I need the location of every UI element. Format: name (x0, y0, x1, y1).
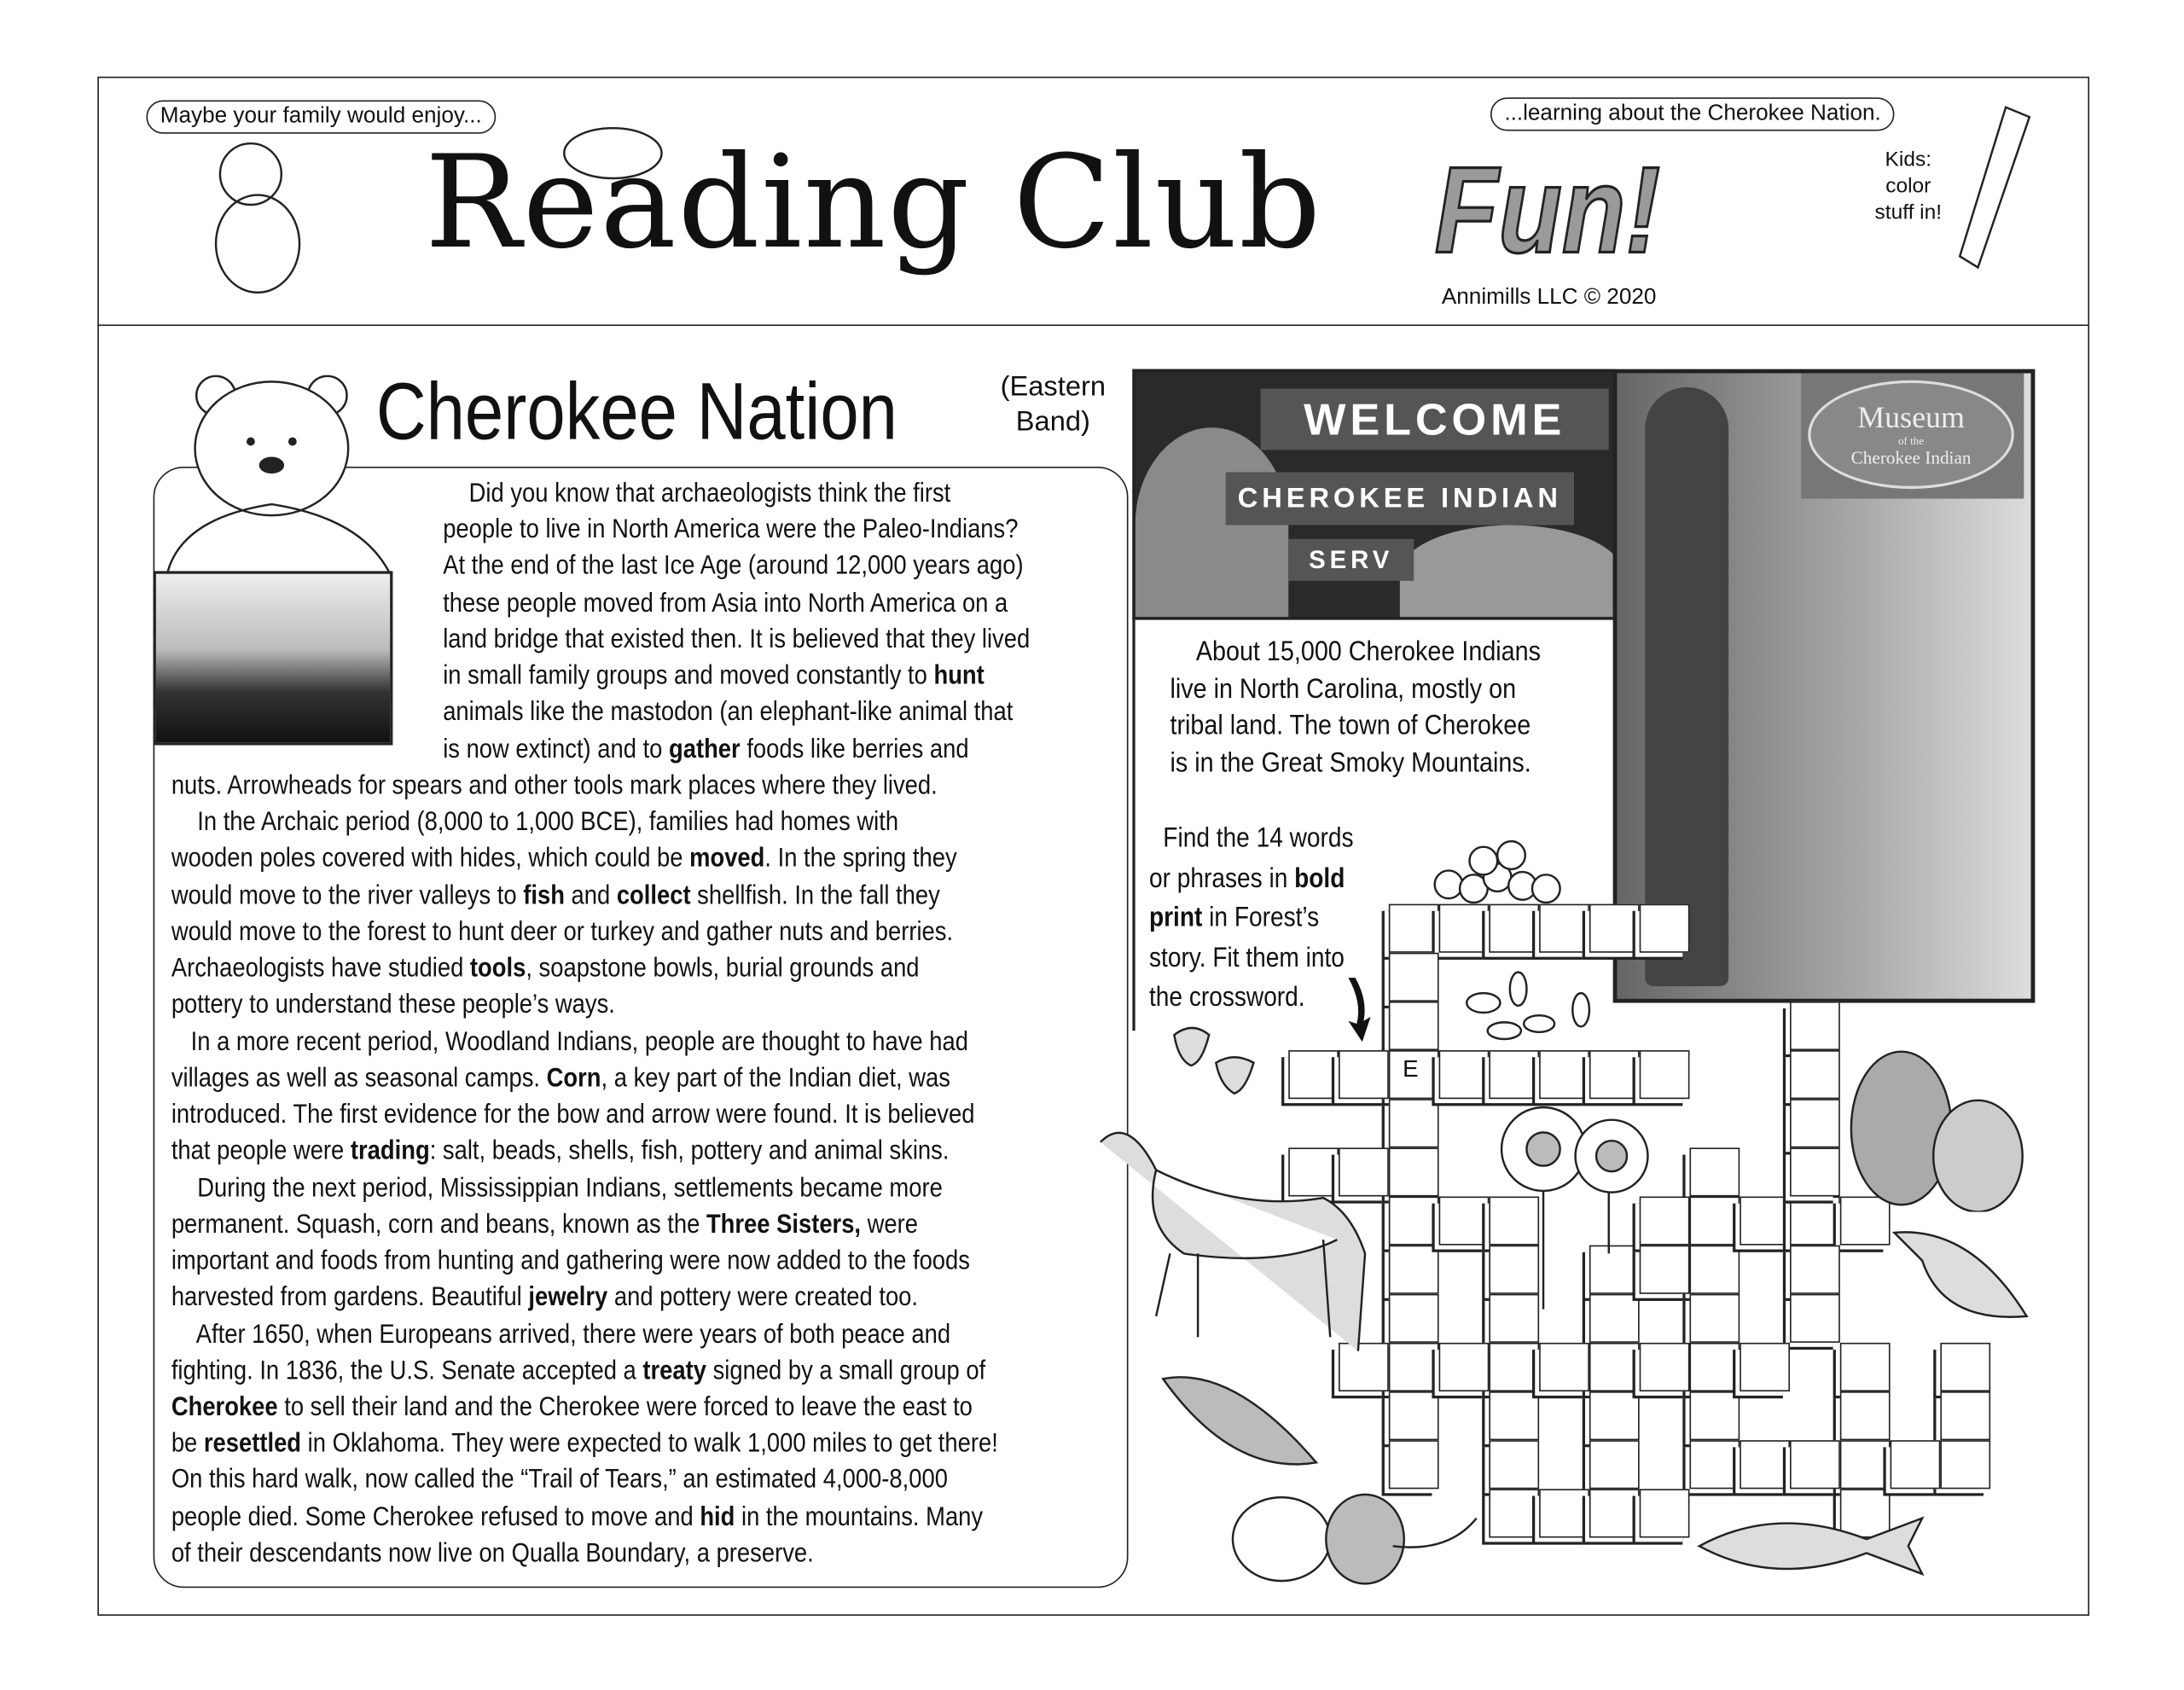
photo-divider (1132, 617, 1616, 619)
story-text-segment: Archaeologists have studied (171, 952, 470, 984)
instruction-segment: or phrases in (1148, 862, 1295, 894)
crossword-cell[interactable] (1489, 1440, 1539, 1489)
story-text-segment: introduced. The first evidence for the bow and arrow were found. It is believed (171, 1099, 975, 1130)
crossword-cell[interactable] (1640, 904, 1690, 953)
fish-icon (1693, 1504, 1930, 1588)
story-text-segment: In the Archaic period (8,000 to 1,000 BCE), families had homes with (171, 806, 899, 838)
crossword-cell[interactable] (1790, 1002, 1840, 1050)
story-line (443, 623, 1030, 656)
story-text-segment: in Oklahoma. They were expected to walk 1,000 miles to get there! (301, 1427, 998, 1459)
story-line (171, 988, 615, 1021)
crossword-cell[interactable] (1389, 1099, 1439, 1147)
instruction-line (1149, 862, 1345, 895)
story-text-segment: signed by a small group of (706, 1355, 986, 1386)
story-line (171, 1244, 970, 1277)
crossword-cell[interactable] (1489, 1391, 1539, 1440)
instruction-segment: story. Fit them into (1148, 942, 1345, 973)
story-line (443, 695, 1013, 729)
crossword-cell[interactable] (1790, 1246, 1840, 1294)
crossword-cell[interactable] (1940, 1391, 1990, 1440)
bold-keyword: Three Sisters, (706, 1208, 862, 1240)
instruction-line (1149, 901, 1319, 934)
kids-note: Kids: color stuff in! (1874, 148, 1943, 224)
story-line (443, 476, 950, 509)
story-text-segment: is now extinct) and to (443, 733, 670, 764)
story-text-segment: be (171, 1427, 204, 1459)
bold-keyword: Cherokee (171, 1391, 278, 1422)
bold-keyword: collect (616, 880, 691, 911)
crossword-cell[interactable] (1790, 1099, 1840, 1147)
story-text-segment: After 1650, when Europeans arrived, there were years of both peace and (171, 1318, 951, 1350)
bold-keyword: resettled (203, 1427, 302, 1459)
crossword-cell[interactable] (1840, 1440, 1891, 1489)
speech-bubble-left: Maybe your family would enjoy... (146, 101, 496, 134)
crossword-cell[interactable] (1790, 1440, 1840, 1489)
crossword-cell[interactable] (1389, 1343, 1439, 1391)
bold-keyword: treaty (642, 1355, 706, 1386)
crossword-cell[interactable] (1389, 1294, 1439, 1343)
story-text-segment: people to live in North America were the Paleo-Indians? (443, 514, 1019, 545)
story-text-segment: : salt, beads, shells, fish, pottery and animal skins. (429, 1135, 950, 1167)
story-line (171, 1500, 983, 1533)
crossword-cell[interactable] (1489, 1050, 1539, 1099)
crossword-cell[interactable] (1689, 1440, 1740, 1489)
story-text-segment: At the end of the last Ice Age (around 12,000 years ago) (443, 550, 1024, 582)
story-text-segment: permanent. Squash, corn and beans, known as the (171, 1208, 706, 1240)
story-text-segment: During the next period, Mississippian Indians, settlements became more (171, 1171, 943, 1203)
museum-sign-line: of the (1898, 434, 1925, 448)
story-text-segment: to sell their land and the Cherokee were forced to leave the east to (277, 1391, 973, 1422)
crossword-cell[interactable] (1439, 1343, 1490, 1391)
bold-keyword: print (1148, 902, 1203, 933)
story-text-segment: On this hard walk, now called the “Trail of Tears,” an estimated 4,000-8,000 (171, 1464, 948, 1495)
bold-keyword: gather (669, 733, 741, 764)
welcome-sign-line: CHEROKEE INDIAN (1226, 472, 1574, 525)
story-text-segment: were (861, 1208, 919, 1240)
story-line (171, 1354, 985, 1387)
story-text-segment: in the mountains. Many (735, 1501, 984, 1532)
story-line (171, 805, 898, 839)
crossword-cell[interactable] (1389, 1002, 1439, 1050)
crossword-cell[interactable] (1689, 1391, 1740, 1440)
story-text-segment: would move to the river valleys to (171, 880, 524, 911)
squash-gourds-icon (1184, 1462, 1490, 1588)
carved-statue (1645, 387, 1728, 986)
bold-keyword: tools (469, 952, 526, 984)
story-text-segment: Did you know that archaeologists think the first (443, 478, 951, 508)
caption-text: About 15,000 Cherokee Indians live in North Carolina, mostly on tribal land. The town of Cherokee is in the Great Smoky Mountains. (1170, 636, 1542, 778)
story-text-segment: In a more recent period, Woodland Indians, people are thought to have had (171, 1025, 968, 1057)
story-line (171, 1025, 968, 1058)
bold-keyword: jewelry (528, 1281, 608, 1313)
crossword-cell[interactable] (1589, 1343, 1640, 1391)
story-line (171, 1317, 950, 1350)
story-line (171, 879, 940, 912)
speech-bubble-right: ...learning about the Cherokee Nation. (1490, 97, 1895, 131)
crossword-cell[interactable] (1940, 1343, 1990, 1391)
crossword-cell[interactable] (1790, 1294, 1840, 1343)
story-line (171, 1207, 918, 1240)
crossword-cell[interactable] (1790, 1147, 1840, 1196)
photo-divider (1132, 369, 1135, 1031)
story-line (171, 769, 938, 802)
header-title: Reading Club (424, 128, 1322, 277)
story-text-segment: that people were (171, 1135, 351, 1167)
crossword-cell[interactable] (1689, 1294, 1740, 1343)
crossword-cell[interactable] (1539, 1489, 1589, 1537)
story-text-segment: fighting. In 1836, the U.S. Senate accepted a (171, 1355, 643, 1386)
crossword-cell[interactable] (1589, 904, 1640, 953)
copyright: Annimills LLC © 2020 (1441, 285, 1657, 310)
bold-keyword: trading (350, 1135, 430, 1167)
crossword-cell[interactable] (1840, 1343, 1891, 1391)
story-text-segment: foods like berries and (740, 733, 969, 764)
beans-icon (1462, 968, 1601, 1052)
story-line (171, 1098, 975, 1131)
story-line (443, 549, 1023, 583)
instruction-line (1149, 980, 1305, 1013)
crossword-cell[interactable] (1740, 1440, 1790, 1489)
story-text-segment: these people moved from Asia into North America on a (443, 587, 1008, 619)
story-text-segment: and (564, 880, 617, 911)
crossword-cell[interactable]: E (1389, 1050, 1439, 1099)
museum-sign-line: Cherokee Indian (1850, 447, 1972, 468)
story-text-segment: of their descendants now live on Qualla Boundary, a preserve. (171, 1537, 814, 1569)
pumpkins-icon (1845, 1024, 2033, 1211)
welcome-sign-photo (1132, 369, 1616, 620)
crossword-cell[interactable] (1790, 1196, 1840, 1245)
crossword-cell[interactable] (1539, 1050, 1589, 1099)
crossword-cell[interactable] (1539, 1343, 1589, 1391)
crossword-cell[interactable] (1689, 1246, 1740, 1294)
crossword-cell[interactable] (1389, 1391, 1439, 1440)
crossword-cell[interactable] (1389, 1147, 1439, 1196)
bold-keyword: hid (700, 1501, 735, 1532)
bold-keyword: bold (1294, 862, 1345, 894)
story-line (171, 1463, 948, 1496)
crossword-cell[interactable] (1790, 1050, 1840, 1099)
crossword-cell[interactable] (1439, 1196, 1490, 1245)
crossword-cell[interactable] (1539, 904, 1589, 953)
crossword-cell[interactable] (1740, 1196, 1790, 1245)
story-text-segment: villages as well as seasonal camps. (171, 1062, 547, 1094)
crossword-cell[interactable] (1589, 1050, 1640, 1099)
welcome-sign-line: WELCOME (1261, 389, 1609, 450)
story-line (443, 732, 968, 765)
header-title-fun: Fun! (1434, 140, 1661, 279)
story-line (171, 1135, 950, 1168)
story-line (171, 951, 920, 984)
story-line (171, 1281, 918, 1314)
story-text-segment: pottery to understand these people’s ways. (171, 989, 615, 1020)
header-divider (97, 324, 2089, 326)
crossword-cell[interactable] (1439, 904, 1490, 953)
story-text-segment: shellfish. In the fall they (690, 880, 940, 911)
story-text-segment: important and foods from hunting and gathering were now added to the foods (171, 1245, 970, 1276)
arrow-down-icon (1337, 975, 1379, 1045)
sunflowers-icon (1497, 1101, 1651, 1310)
crossword-cell[interactable] (1689, 1343, 1740, 1391)
crossword-cell[interactable] (1589, 1489, 1640, 1537)
story-line (171, 1536, 814, 1570)
instruction-segment: the crossword. (1148, 982, 1305, 1013)
mountain-photo (154, 571, 393, 745)
story-line (171, 842, 957, 875)
instruction-segment: Find the 14 words (1163, 822, 1354, 854)
crossword-cell[interactable] (1640, 1343, 1690, 1391)
shrub (1400, 526, 1616, 620)
story-line (443, 659, 985, 693)
crossword-cell[interactable] (1891, 1440, 1941, 1489)
crossword-cell[interactable] (1489, 904, 1539, 953)
deer-icon (1072, 1059, 1393, 1365)
crossword-cell[interactable] (1389, 953, 1439, 1002)
bold-keyword: moved (689, 843, 765, 874)
crossword-cell[interactable] (1740, 1343, 1790, 1391)
story-text-segment: people died. Some Cherokee refused to move and (171, 1501, 700, 1532)
story-text-segment: , soapstone bowls, burial grounds and (526, 952, 920, 984)
instruction-line (1163, 822, 1353, 855)
crossword-cell[interactable] (1840, 1391, 1891, 1440)
crossword-cell[interactable] (1640, 1050, 1690, 1099)
crossword-cell[interactable] (1689, 1196, 1740, 1245)
bold-keyword: fish (523, 880, 565, 911)
crossword-cell[interactable] (1389, 904, 1439, 953)
story-text-segment: would move to the forest to hunt deer or turkey and gather nuts and berries. (171, 916, 954, 948)
leaf-icon (1887, 1219, 2041, 1331)
instruction-segment: in Forest’s (1202, 902, 1320, 933)
pencil-icon (1943, 101, 2041, 296)
story-line (171, 915, 953, 948)
museum-sign-photo (1801, 374, 2024, 499)
crossword-cell[interactable] (1389, 1196, 1439, 1245)
crossword-cell[interactable] (1489, 1343, 1539, 1391)
story-text-segment: in small family groups and moved constantly to (443, 660, 934, 692)
story-line (171, 1061, 950, 1095)
blueberries-icon (1428, 836, 1567, 906)
story-text-segment: . In the spring they (764, 843, 957, 874)
bold-keyword: hunt (933, 660, 985, 692)
story-line (171, 1170, 943, 1204)
crossword-cell[interactable] (1439, 1050, 1490, 1099)
crossword-cell[interactable] (1589, 1391, 1640, 1440)
crossword-cell[interactable] (1689, 1147, 1740, 1196)
welcome-sign-line: SERV (1288, 539, 1414, 581)
story-text-segment: harvested from gardens. Beautiful (171, 1281, 529, 1313)
story-line (171, 1390, 973, 1423)
story-text-segment: , a key part of the Indian diet, was (601, 1062, 950, 1094)
story-text-segment: land bridge that existed then. It is believed that they lived (443, 624, 1031, 655)
article-title: Cherokee Nation (375, 366, 897, 457)
story-text-segment: nuts. Arrowheads for spears and other tools mark places where they lived. (171, 770, 938, 801)
crossword-cell[interactable] (1640, 1489, 1690, 1537)
crossword-cell[interactable] (1589, 1440, 1640, 1489)
story-text-segment: wooden poles covered with hides, which could be (171, 843, 690, 874)
crossword-cell[interactable] (1489, 1489, 1539, 1537)
crossword-cell[interactable] (1389, 1246, 1439, 1294)
museum-sign (1808, 380, 2014, 489)
instruction-line (1149, 941, 1345, 974)
story-text-segment: and pottery were created too. (607, 1281, 919, 1313)
story-line (443, 513, 1018, 546)
story-line (443, 586, 1008, 619)
story-text-segment: animals like the mastodon (an elephant-like animal that (443, 697, 1014, 728)
article-subtitle: (Eastern Band) (1000, 371, 1107, 438)
bold-keyword: Corn (546, 1062, 601, 1094)
story-line (171, 1426, 998, 1460)
museum-sign-line: Museum (1857, 399, 1965, 435)
bear-illustration-icon (154, 132, 376, 313)
crossword-cell[interactable] (1940, 1440, 1990, 1489)
armadillo-illustration-icon (537, 112, 704, 189)
